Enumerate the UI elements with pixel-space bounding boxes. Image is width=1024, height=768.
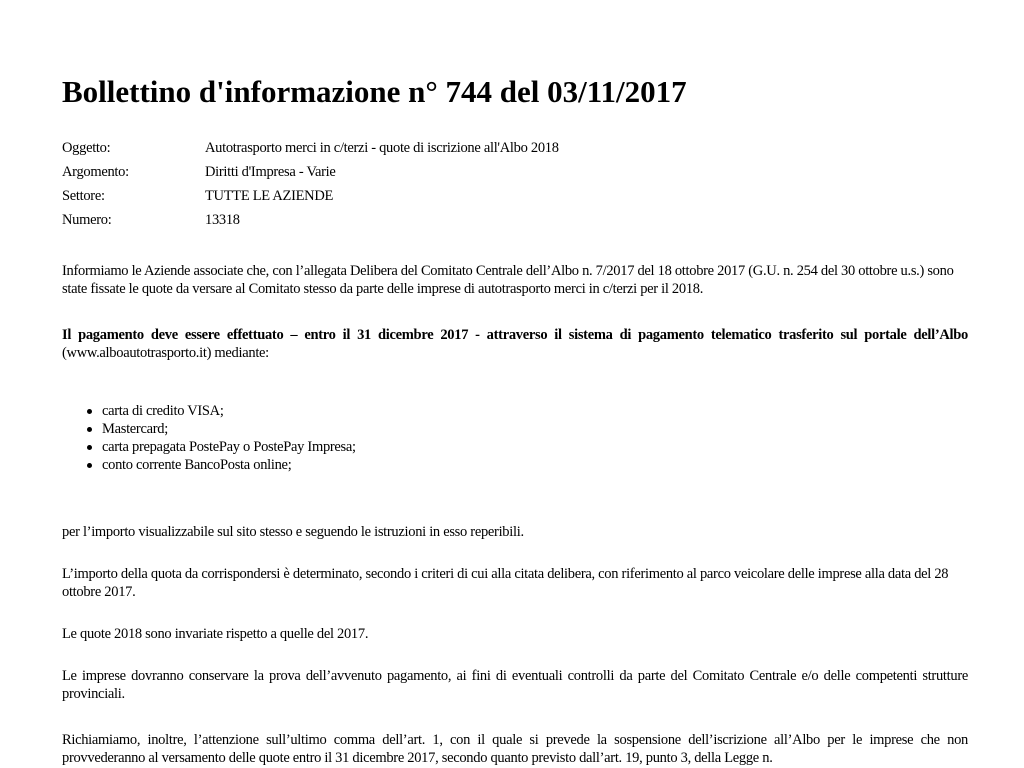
meta-label: Numero:	[62, 212, 112, 228]
list-item: conto corrente BancoPosta online;	[102, 456, 356, 474]
paragraph-proof-of-payment: Le imprese dovranno conservare la prova dell’avvenuto pagamento, ai fini di eventuali controlli da parte del Comitato Centrale e/o delle competenti strutture provinciali.	[62, 668, 968, 702]
payment-site-text: (www.alboautotrasporto.it) mediante:	[62, 345, 269, 361]
meta-label: Settore:	[62, 188, 105, 204]
list-item: carta di credito VISA;	[102, 402, 356, 420]
meta-label: Argomento:	[62, 164, 129, 180]
paragraph-payment	[62, 326, 968, 362]
page-title: Bollettino d'informazione n° 744 del 03/11/2017	[62, 74, 687, 109]
paragraph-quotes-unchanged: Le quote 2018 sono invariate rispetto a quelle del 2017.	[62, 626, 369, 642]
list-item: Mastercard;	[102, 420, 356, 438]
meta-value: Diritti d'Impresa - Varie	[205, 164, 336, 180]
paragraph-intro: Informiamo le Aziende associate che, con l’allegata Delibera del Comitato Centrale dell’Albo n. 7/2017 del 18 ottobre 2017 (G.U. n. 254 del 30 ottobre u.s.) sono state fissate le quote da versare al Comitato stesso da parte delle imprese di autotrasporto merci in c/terzi per il 2018.	[62, 263, 954, 297]
paragraph-amount-info: per l’importo visualizzabile sul sito stesso e seguendo le istruzioni in esso reperibili.	[62, 524, 524, 540]
meta-row-oggetto	[62, 139, 559, 163]
paragraph-suspension-notice: Richiamiamo, inoltre, l’attenzione sull’ultimo comma dell’art. 1, con il quale si prevede la sospensione dell’iscrizione all’Albo per le imprese che non provvederanno al versamento delle quote entro il 31 dicembre 2017, secondo quanto previsto dall’art. 19, punto 3, della Legge n.	[62, 732, 968, 766]
meta-label: Oggetto:	[62, 140, 111, 156]
meta-row-argomento	[62, 163, 559, 187]
paragraph-quota-criteria: L’importo della quota da corrispondersi è determinato, secondo i criteri di cui alla citata delibera, con riferimento al parco veicolare delle imprese alla data del 28 ottobre 2017.	[62, 566, 949, 600]
meta-value: TUTTE LE AZIENDE	[205, 188, 334, 204]
meta-row-settore	[62, 187, 559, 211]
payment-deadline-text: Il pagamento deve essere effettuato – entro il 31 dicembre 2017 - attraverso il sistema di pagamento telematico trasferito sul portale dell’Albo	[62, 327, 968, 343]
meta-value: Autotrasporto merci in c/terzi - quote di iscrizione all'Albo 2018	[205, 140, 559, 156]
list-item: carta prepagata PostePay o PostePay Impresa;	[102, 439, 356, 455]
meta-row-numero	[62, 211, 559, 235]
meta-value: 13318	[205, 212, 240, 228]
payment-methods-list	[62, 402, 356, 474]
metadata-table	[62, 139, 559, 235]
